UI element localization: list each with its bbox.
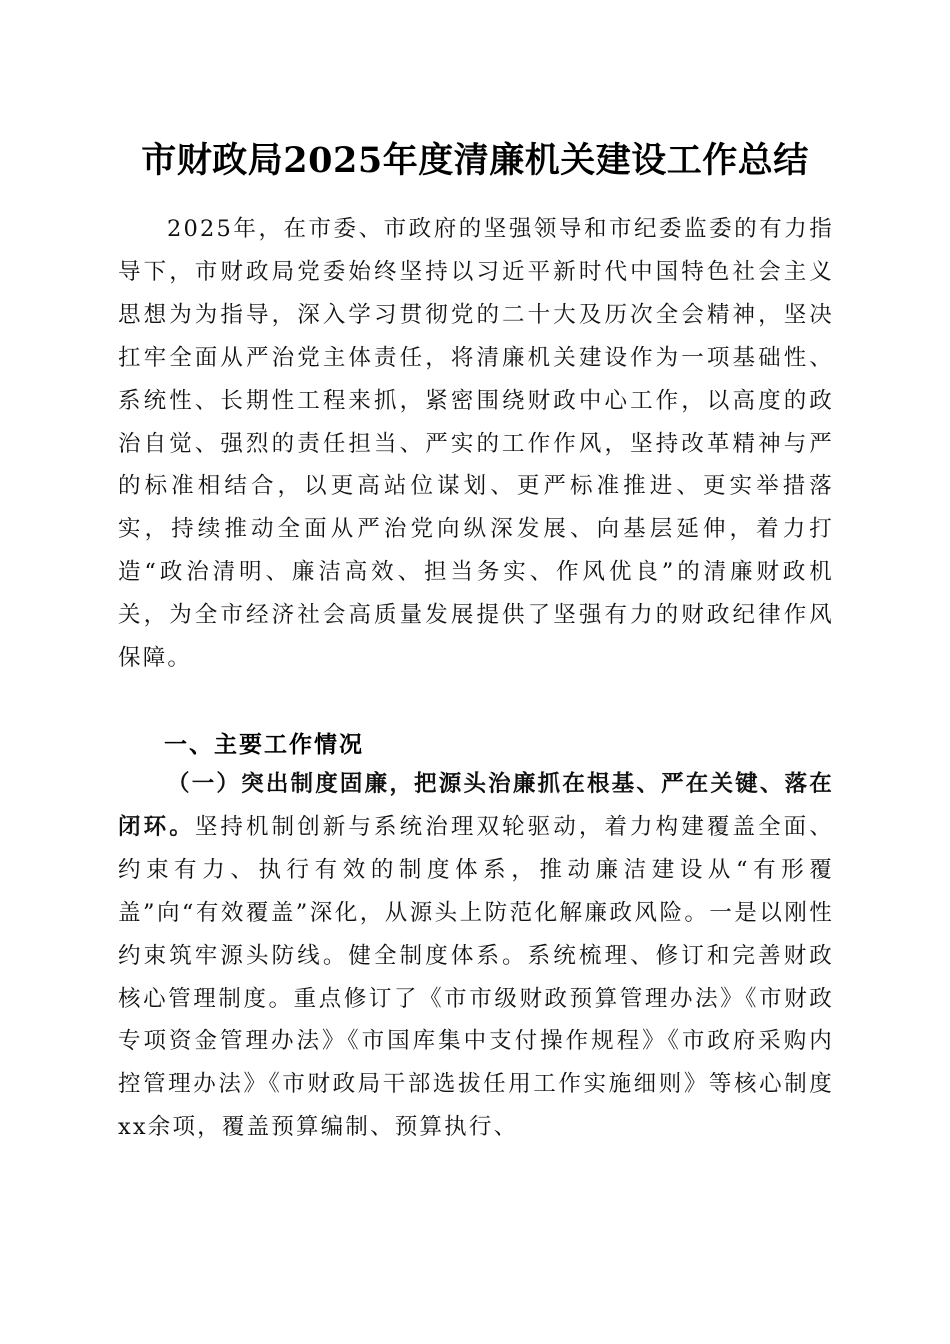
subsection-body: 坚持机制创新与系统治理双轮驱动，着力构建覆盖全面、约束有力、执行有效的制度体系，推动廉洁建设从“有形覆盖”向“有效覆盖”深化，从源头上防范化解廉政风险。一是以刚性约束筑牢源头防线。健全制度体系。系统梳理、修订和完善财政核心管理制度。重点修订了《市市级财政预算管理办法》《市财政专项资金管理办法》《市国库集中支付操作规程》《市政府采购内控管理办法》《市财政局干部选拔任用工作实施细则》等核心制度xx余项，覆盖预算编制、预算执行、 <box>118 813 834 1141</box>
document-title: 市财政局2025年度清廉机关建设工作总结 <box>141 140 809 181</box>
subsection-paragraph <box>118 743 834 1149</box>
section-heading: 一、主要工作情况 <box>164 732 364 758</box>
subsection-lead: （一）突出制度固廉，把源头治廉抓在根基、严在关键、落在闭环。 <box>118 771 834 840</box>
intro-paragraph: 2025年，在市委、市政府的坚强领导和市纪委监委的有力指导下，市财政局党委始终坚持以习近平新时代中国特色社会主义思想为为指导，深入学习贯彻党的二十大及历次全会精神，坚决扛牢全面从严治党主体责任，将清廉机关建设作为一项基础性、系统性、长期性工程来抓，紧密围绕财政中心工作，以高度的政治自觉、强烈的责任担当、严实的工作作风，坚持改革精神与严的标准相结合，以更高站位谋划、更严标准推进、更实举措落实，持续推动全面从严治党向纵深发展、向基层延伸，着力打造“政治清明、廉洁高效、担当务实、作风优良”的清廉财政机关，为全市经济社会高质量发展提供了坚强有力的财政纪律作风保障。 <box>118 216 834 672</box>
